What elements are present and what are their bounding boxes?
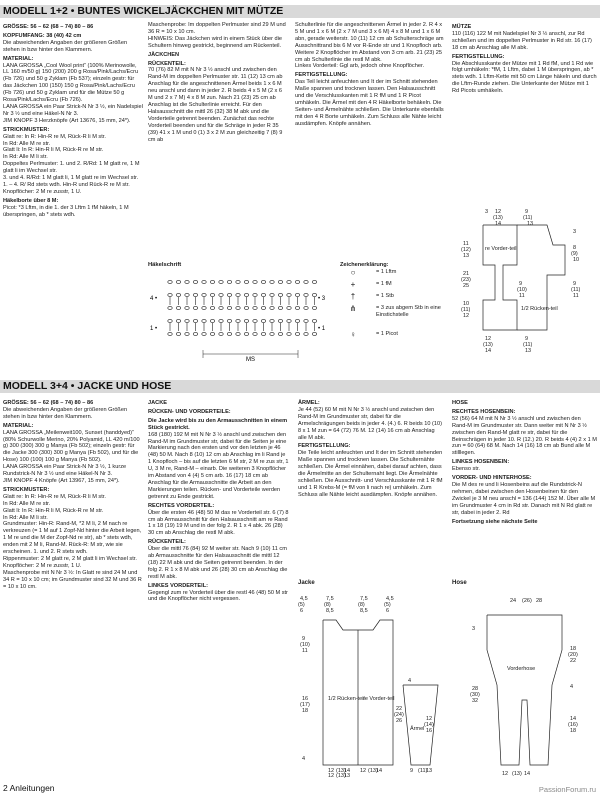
section-header-modell-3-4 bbox=[0, 380, 600, 393]
dimension-label: 12 bbox=[360, 768, 367, 774]
chain-stitch-mark bbox=[236, 333, 240, 336]
paragraph: Die M des re und li Hosenbeins auf die Rundstrick-N nehmen, dabei zwischen den Hosenbeinen für den Zwickel je 3 M neu anschl = 136 (144) 152 M. Über alle M im Grundmuster 4 cm in Rd str. Danach mit N Rd glatt re str, dabei in jeder 2. Rd bbox=[452, 481, 596, 516]
dimension-label: 4,5 bbox=[300, 596, 308, 602]
paragraph: In Rd: Alle M li str. bbox=[3, 514, 48, 521]
dimension-label: 12 bbox=[495, 209, 502, 215]
chain-stitch-mark bbox=[236, 281, 240, 284]
paragraph: Picot: *3 Lftm, in die 1. der 3 Lftm 1 fM häkeln, 1 M überspringen, ab * stets wdh. bbox=[3, 204, 129, 218]
paragraph: 70 (76) 82 M mit N Nr 3 ½ anschl und zwischen den Rand-M im doppelten Perlmuster str. 11 (12) 13 cm ab Anschlag für die angeschnittenen Ärmel beids 1 x 6 M neu anschl und dann in jeder 2. R beids 4 x 5 M (2 x 6 M und 2 x 7 M) 4 x 8 M zun. Nach 21 (23) 25 cm ab Anschlag ist die Schulterlinie erreicht. Für den Halsausschnitt die mittl 26 (32) 38 M abk und die Vorderteile getrennt beenden. Zunächst das rechte Vorderteil beenden und für die Schräge in jeder R 35 (39) 41 x 1 M und 0 (1) 3 x 2 M zun gleichzeitig 7 (8) 9 cm ab bbox=[148, 67, 283, 143]
legend-item bbox=[340, 269, 460, 281]
dimension-label: (5) bbox=[384, 602, 391, 608]
dimension-label: (14) bbox=[424, 722, 434, 728]
paragraph: LANA GROSSA „Cool Wool print“ (100% Merinowolle, LL 160 m/50 g) 150 (200) 200 g Rosa/Pink/Lachs/Ecru (Fb 726) und 50 g Zyklam (Fb 537); einzeln gestr: für das Jäckchen 100 (150) 150 g Rosa/Pink/Lachs/Ecru (Fb 726) und 50 g Zyklam und für die Mütze 50 g Rosa/Pink/Lachs/Ecru (Fb 726). bbox=[3, 62, 139, 104]
chart-mark-ms: MS bbox=[246, 357, 255, 362]
dimension-label: (13) bbox=[493, 215, 503, 221]
chain-stitch-mark bbox=[185, 281, 189, 284]
dimension-label: 9 bbox=[525, 209, 529, 215]
paragraph: Knopflöcher: 2 M re zusstr, 1 U. bbox=[3, 188, 82, 195]
chain-stitch-mark bbox=[278, 281, 282, 284]
dimension-label: (17) bbox=[300, 702, 310, 708]
paragraph: Schulterlinie für die angeschnittenen Ärmel in jeder 2. R 4 x 5 M und 1 x 6 M (2 x 7 M und 3 x 6 M) 4 x 8 M und 1 x 6 M abn, gerade weiterstr. 10 (11) 12 cm ab Schulterschräge am Ausschnittrand bis 6 M vor R-Ende str und 1 Knopfloch arb. Weitere 2 Knopflöcher im Abstand von 3 cm arb. 21 (23) 25 cm ab Schulterlinie die restl M abk. bbox=[295, 22, 444, 63]
dimension-label: 18 bbox=[302, 708, 309, 714]
paragraph: KOPFUMFANG: 38 (40) 42 cm bbox=[3, 32, 82, 39]
chain-stitch-mark bbox=[270, 333, 274, 336]
chain-stitch-mark bbox=[304, 320, 308, 323]
dimension-label: (13) bbox=[336, 768, 346, 774]
chain-stitch-mark bbox=[176, 307, 180, 310]
dimension-label: 1/2 Rücken-teil bbox=[521, 306, 558, 312]
dimension-label: 8,5 bbox=[360, 608, 368, 614]
dimension-label: 12 bbox=[502, 771, 509, 777]
dimension-label: 3 bbox=[485, 209, 489, 215]
dimension-label: (11) bbox=[461, 307, 471, 313]
dimension-label: 22 bbox=[570, 658, 577, 664]
dimension-label: 21 bbox=[463, 271, 470, 277]
legend-symbol-icon: ⋔ bbox=[349, 304, 357, 313]
paragraph: JACKE bbox=[148, 400, 167, 406]
dimension-label: 4 bbox=[408, 678, 412, 684]
instructions-column-3 bbox=[298, 398, 443, 499]
dimension-label: (11) bbox=[418, 768, 428, 774]
chain-stitch-mark bbox=[244, 320, 248, 323]
instructions-column-4 bbox=[452, 22, 597, 95]
chain-stitch-mark bbox=[168, 307, 172, 310]
dimension-label: 25 bbox=[463, 283, 470, 289]
chain-stitch-mark bbox=[244, 294, 248, 297]
paragraph: Grundmuster: Hin-R: Rand-M, *2 M li, 2 M nach re verkreuzen (= 1 M auf 1 Zopf-Nd hinter die Arbeit legen, 1 M re und die M der Zopf-Nd re str), ab * stets wdh, enden mit 2 M li, Rand-M. Rück-R: M str, wie sie erscheinen. 1. und 2. R stets wdh. bbox=[3, 521, 142, 556]
chain-stitch-mark bbox=[227, 333, 231, 336]
chain-stitch-mark bbox=[295, 333, 299, 336]
legend-symbol-icon: ○ bbox=[350, 268, 356, 277]
paragraph: ÄRMEL: bbox=[298, 400, 320, 406]
chain-stitch-mark bbox=[270, 307, 274, 310]
dimension-label: 14 bbox=[524, 771, 531, 777]
legend-symbol-icon: + bbox=[350, 280, 356, 289]
chain-stitch-mark bbox=[202, 294, 206, 297]
chain-stitch-mark bbox=[304, 333, 308, 336]
chart-mark-right: • 3 bbox=[318, 296, 326, 302]
dimension-label: 10 bbox=[463, 301, 470, 307]
chain-stitch-mark bbox=[287, 320, 291, 323]
paragraph: 3. und 4. R/Rd: 1 M glatt li, 1 M glatt re im Wechsel str. 1. – 4. R/ Rd stets wdh. Hin-R und Rück-R re M str. bbox=[3, 175, 139, 188]
hose-schematic bbox=[452, 590, 597, 780]
paragraph: Glatt li: In R: Hin-R li M, Rück-R re M str. bbox=[3, 147, 104, 154]
paragraph: Häkelborte über 8 M: bbox=[3, 197, 59, 204]
dimension-label: Ärmel bbox=[410, 726, 425, 732]
dimension-label: 8,5 bbox=[326, 608, 334, 614]
dimension-label: (23) bbox=[461, 277, 471, 283]
dimension-label: (11) bbox=[523, 342, 533, 348]
paragraph: FERTIGSTELLUNG: bbox=[295, 72, 348, 79]
dimension-label: 13 bbox=[463, 253, 470, 259]
paragraph: Die Jacke wird bis zu den Armausschnitten in einem Stück gestrickt. bbox=[148, 417, 288, 431]
dimension-label: (13) bbox=[368, 768, 378, 774]
paragraph: JÄCKCHEN bbox=[148, 51, 180, 58]
chain-stitch-mark bbox=[193, 307, 197, 310]
dimension-label: (13) bbox=[483, 342, 493, 348]
paragraph: Die Teile leicht anfeuchten und It der im Schnitt stehenden Maße spannen und trocknen lassen. Die Schulternähte schließen. Die Ärmel einnähen, dabei darauf achten, dass die Ärmelmitte an der Schulternaht liegt. Die Ärmelnähte schließen. Die Ausschnitt- und Verschlusskante mit 1 R fM und 1 R Krebs-M (= fM von li nach re) umhäkeln. Zum Schluss alle Nähte leicht ausdämpfen. Knöpfe annähen. bbox=[298, 450, 443, 498]
dimension-label: 8 bbox=[573, 245, 577, 251]
instructions-column-3 bbox=[295, 22, 445, 128]
chain-stitch-mark bbox=[287, 281, 291, 284]
dimension-label: 1/2 Rücken-teil bbox=[328, 696, 365, 702]
dimension-label: re Vorder-teil bbox=[363, 696, 395, 702]
chain-stitch-mark bbox=[185, 333, 189, 336]
chain-stitch-mark bbox=[219, 320, 223, 323]
chain-stitch-mark bbox=[261, 333, 265, 336]
chain-stitch-mark bbox=[202, 307, 206, 310]
dimension-label: 16 bbox=[302, 696, 309, 702]
paragraph: Rippenmuster: 2 M glatt re, 2 M glatt li im Wechsel str. bbox=[3, 555, 137, 562]
chain-stitch-mark bbox=[219, 307, 223, 310]
chain-stitch-mark bbox=[295, 294, 299, 297]
paragraph: Doppeltes Perlmuster: 1. und 2. R/Rd: 1 M glatt re, 1 M glatt li im Wechsel str. bbox=[3, 161, 140, 175]
chain-stitch-mark bbox=[176, 320, 180, 323]
dimension-label: 6 bbox=[300, 608, 304, 614]
chart-legend bbox=[340, 262, 460, 343]
paragraph: 52 (56) 64 M mit N Nr 3 ½ anschl und zwischen den Rand-M im Grundmuster str. Dann weiter mit N Nr 3 ½ zwischen den Rand-M glatt re str, dabei für die Beinschrägen in jeder 10. R (12.) 20. R beids 4 (4) 2 x 1 M zun = 60 (64) 68 M. Nach 14 (16) 18 cm ab Bund alle M stilllegen. bbox=[452, 415, 597, 457]
instructions-column-1 bbox=[3, 22, 143, 218]
dimension-label: 7,5 bbox=[360, 596, 368, 602]
dimension-label: (12) bbox=[461, 247, 471, 253]
dimension-label: 12 bbox=[328, 773, 335, 779]
chain-stitch-mark bbox=[312, 320, 316, 323]
instructions-column-2 bbox=[148, 398, 290, 603]
paragraph: RÜCKENTEIL: bbox=[148, 60, 186, 67]
dimension-label: 26 bbox=[396, 718, 403, 724]
paragraph: RECHTES HOSENBEIN: bbox=[452, 408, 516, 415]
chain-stitch-mark bbox=[270, 294, 274, 297]
dimension-label: (20) bbox=[568, 652, 578, 658]
instructions-column-1 bbox=[3, 398, 143, 590]
chain-stitch-mark bbox=[295, 281, 299, 284]
paragraph: In Rd: Alle M li str. bbox=[3, 154, 48, 161]
jacke-schematic bbox=[298, 590, 448, 780]
dimension-label: 9 bbox=[573, 281, 577, 287]
chain-stitch-mark bbox=[219, 281, 223, 284]
chain-stitch-mark bbox=[176, 281, 180, 284]
paragraph: RÜCKEN- UND VORDERTEILE: bbox=[148, 408, 231, 415]
chain-stitch-mark bbox=[253, 294, 257, 297]
paragraph: JIM KNOPF 4 Knöpfe (Art 13967, 15 mm, 24*). bbox=[3, 477, 120, 484]
paragraph: In Rd: Alle M re str. bbox=[3, 140, 51, 147]
dimension-label: 11 bbox=[519, 293, 525, 299]
chain-stitch-mark bbox=[176, 294, 180, 297]
chain-stitch-mark bbox=[185, 294, 189, 297]
dimension-label: 7,5 bbox=[326, 596, 334, 602]
chain-stitch-mark bbox=[295, 307, 299, 310]
paragraph: Maschenprobe: Im doppelten Perlmuster sind 29 M und 36 R = 10 x 10 cm. bbox=[148, 22, 286, 35]
chain-stitch-mark bbox=[210, 333, 214, 336]
dimension-label: 12 bbox=[485, 336, 492, 342]
legend-label: = 1 fM bbox=[376, 281, 392, 287]
dimension-label: 11 bbox=[302, 648, 308, 654]
chain-stitch-mark bbox=[168, 281, 172, 284]
chain-stitch-mark bbox=[261, 281, 265, 284]
crochet-chart bbox=[148, 270, 338, 362]
chain-stitch-mark bbox=[304, 281, 308, 284]
chain-stitch-mark bbox=[253, 307, 257, 310]
chain-stitch-mark bbox=[210, 294, 214, 297]
dimension-label: (8) bbox=[324, 602, 331, 608]
dimension-label: 13 bbox=[525, 348, 532, 354]
paragraph: Maschenprobe mit N Nr 3 ½: In Glatt re sind 24 M und 34 R = 10 x 10 cm; im Grundmuster sind 32 M und 36 R = 10 x 10 cm. bbox=[3, 569, 142, 590]
paragraph: FERTIGSTELLUNG: bbox=[452, 53, 505, 60]
dimension-label: 14 bbox=[485, 348, 492, 354]
paragraph: RÜCKENTEIL: bbox=[148, 539, 186, 546]
chain-stitch-mark bbox=[295, 320, 299, 323]
dimension-label: (13) bbox=[336, 773, 346, 779]
paragraph: HINWEIS: Das Jäckchen wird in einem Stück über die Schultern hinweg gestrickt, beginnend am Rückenteil. bbox=[148, 35, 282, 49]
chain-stitch-mark bbox=[253, 333, 257, 336]
chain-stitch-mark bbox=[270, 281, 274, 284]
paragraph: 110 (116) 122 M mit Nadelspiel Nr 3 ½ anschl, zur Rd schließen und im doppelten Perlmuster in Rd str. 16 (17) 18 cm ab Anschlag alle M abk. bbox=[452, 30, 592, 51]
legend-label: = 1 Stb bbox=[376, 293, 394, 299]
legend-label: = 3 zus abgem Stb in eine Einstichstelle bbox=[376, 305, 441, 318]
paragraph: Linkes Vorderteil: Ggl arb, jedoch ohne Knopflöcher. bbox=[295, 63, 425, 70]
paragraph: MATERIAL: bbox=[3, 55, 34, 62]
chain-stitch-mark bbox=[210, 307, 214, 310]
legend-label: = 1 Lftm bbox=[376, 269, 397, 275]
dimension-label: 14 bbox=[570, 716, 577, 722]
paragraph: RECHTES VORDERTEIL: bbox=[148, 502, 215, 509]
paragraph: Über die mittl 76 (84) 92 M weiter str. Nach 9 (10) 11 cm ab Armausschnitte für den Halsausschnitt die mittl 12 (18) 22 M abk und die Seiten getrennt beenden. In der folg 2. R 1 x 8 M abk und 26 (28) 30 cm ab Anschlag die restl M abk. bbox=[148, 546, 288, 580]
chain-stitch-mark bbox=[312, 333, 316, 336]
paragraph: LINKES VORDERTEIL: bbox=[148, 582, 208, 589]
dimension-label: 32 bbox=[472, 698, 479, 704]
chain-stitch-mark bbox=[236, 320, 240, 323]
legend-label: = 1 Picot bbox=[376, 331, 398, 337]
paragraph: Fortsetzung siehe nächste Seite bbox=[452, 518, 538, 525]
paragraph: Ebenso str. bbox=[452, 466, 480, 473]
dimension-label: 11 bbox=[463, 241, 469, 247]
dimension-label: 9 bbox=[525, 336, 529, 342]
chain-stitch-mark bbox=[261, 294, 265, 297]
dimension-label: (16) bbox=[568, 722, 578, 728]
dimension-label: 9 bbox=[410, 768, 414, 774]
chain-stitch-mark bbox=[227, 307, 231, 310]
chain-stitch-mark bbox=[278, 307, 282, 310]
footer-label: Anleitungen bbox=[9, 783, 55, 793]
dimension-label: 13 bbox=[527, 221, 534, 227]
dimension-label: re Vorder-teil bbox=[485, 246, 517, 252]
dimension-label: 11 bbox=[573, 293, 579, 299]
chain-stitch-mark bbox=[168, 333, 172, 336]
dimension-label: 9 bbox=[519, 281, 523, 287]
chain-stitch-mark bbox=[253, 281, 257, 284]
chain-stitch-mark bbox=[202, 281, 206, 284]
chain-stitch-mark bbox=[193, 320, 197, 323]
chain-stitch-mark bbox=[253, 320, 257, 323]
chain-stitch-mark bbox=[287, 307, 291, 310]
legend-title: Zeichenerklärung: bbox=[340, 262, 389, 268]
paragraph: Die abweichenden Angaben der größeren Größen stehen in bzw hinter den Klammern. bbox=[3, 406, 128, 420]
dimension-label: 14 bbox=[376, 768, 383, 774]
chain-stitch-mark bbox=[244, 333, 248, 336]
instructions-column-4 bbox=[452, 398, 597, 525]
chain-stitch-mark bbox=[176, 333, 180, 336]
chain-stitch-mark bbox=[278, 320, 282, 323]
paragraph: Die abweichenden Angaben der größeren Größen stehen in bzw hinter den Klammern. bbox=[3, 39, 128, 53]
chart-mark-right2: • 1 bbox=[318, 326, 326, 332]
paragraph: JIM KNOPF 3 Herzknöpfe (Art 13676, 15 mm, 24*). bbox=[3, 117, 131, 124]
legend-symbol-icon: † bbox=[350, 292, 356, 301]
dimension-label: 4 bbox=[302, 756, 306, 762]
legend-item bbox=[340, 331, 460, 343]
section-title: MODELL 3+4 • JACKE UND HOSE bbox=[3, 380, 172, 392]
chain-stitch-mark bbox=[185, 320, 189, 323]
chain-stitch-mark bbox=[193, 294, 197, 297]
chain-stitch-mark bbox=[185, 307, 189, 310]
chain-stitch-mark bbox=[244, 307, 248, 310]
paragraph: Je 44 (52) 60 M mit N Nr 3 ½ anschl und zwischen den Rand-M im Grundmuster str, dabei für die Armelschrägungen beids in jeder 4. (4.) 6. R beids 10 (10) 8 x 1 M zun = 64 (72) 76 M. 12 (14) 16 cm ab Anschlag alle M abk. bbox=[298, 406, 442, 441]
paragraph: MATERIAL: bbox=[3, 422, 34, 429]
chain-stitch-mark bbox=[193, 281, 197, 284]
section-header-modell-1-2 bbox=[0, 5, 600, 18]
chain-stitch-mark bbox=[202, 333, 206, 336]
chain-stitch-mark bbox=[219, 333, 223, 336]
dimension-label: 6 bbox=[386, 608, 390, 614]
chart-title: Häkelschrift bbox=[148, 262, 182, 268]
legend-item bbox=[340, 281, 460, 293]
paragraph: VORDER- UND HINTERHOSE: bbox=[452, 475, 532, 482]
dimension-label: (9) bbox=[571, 251, 578, 257]
paragraph: HOSE bbox=[452, 400, 468, 406]
chain-stitch-mark bbox=[270, 320, 274, 323]
dimension-label: 3 bbox=[573, 229, 577, 235]
dimension-label: 24 bbox=[510, 598, 517, 604]
dimension-label: 12 bbox=[328, 768, 335, 774]
chain-stitch-mark bbox=[304, 307, 308, 310]
paragraph: FERTIGSTELLUNG: bbox=[298, 443, 351, 450]
dimension-label: 10 bbox=[573, 257, 580, 263]
paragraph: Das Teil leicht anfeuchten und It der im Schnitt stehenden Maße spannen und trocknen lassen. Den Halsausschnitt und die Verschlusskanten mit 1 R fM und 1 R Picot umhäkeln. Die Ärmel mit den 4 R Häkelborte behäkeln. Die Seiten- und Ärmelnähte schließen. Die Unterkante ebenfalls mit den 4 R Borte umhäkeln. Zum Schluss alle Nähte leicht ausdämpfen. Knöpfe annähen. bbox=[295, 79, 444, 127]
dimension-label: (5) bbox=[298, 602, 305, 608]
paragraph: Die Abschlusskante der Mütze mit 1 Rd fM, und 1 Rd wie folgt umhäkeln: *fM, 1 Lftm, dabei 1 M überspringen, ab * stets wdh. 1 Lftm-Kette mit 50 cm Länge häkeln und durch die Lftm-Runde ziehen. Die Unterkante der Mütze mit 1 Rd Picots umhäkeln. bbox=[452, 60, 597, 95]
paragraph: LINKES HOSENBEIN: bbox=[452, 459, 510, 466]
dimension-label: 14 bbox=[495, 221, 502, 227]
chain-stitch-mark bbox=[227, 294, 231, 297]
chain-stitch-mark bbox=[236, 294, 240, 297]
page-number: 2 bbox=[3, 783, 8, 793]
dimension-label: (30) bbox=[470, 692, 480, 698]
dimension-label: 12 bbox=[426, 716, 433, 722]
jacke-label: Jacke bbox=[298, 580, 315, 586]
chain-stitch-mark bbox=[304, 294, 308, 297]
chain-stitch-mark bbox=[278, 294, 282, 297]
section-title: MODELL 1+2 • BUNTES WICKELJÄCKCHEN MIT MÜTZE bbox=[3, 5, 284, 17]
instructions-column-2 bbox=[148, 22, 288, 143]
paragraph: Glatt re: In R: Hin-R re M, Rück-R li M str. bbox=[3, 133, 106, 140]
dimension-label: 9 bbox=[302, 636, 306, 642]
paragraph: MÜTZE bbox=[452, 24, 472, 30]
chain-stitch-mark bbox=[219, 294, 223, 297]
hose-label: Hose bbox=[452, 580, 467, 586]
chain-stitch-mark bbox=[210, 281, 214, 284]
paragraph: Gegengl zum re Vorderteil über die restl 46 (48) 50 M str und die Knopflöcher nicht vergessen. bbox=[148, 589, 288, 603]
chain-stitch-mark bbox=[168, 294, 172, 297]
paragraph: Knopflöcher: 2 M re zusstr, 1 U. bbox=[3, 562, 82, 569]
watermark: PassionForum.ru bbox=[538, 785, 596, 794]
dimension-label: 28 bbox=[472, 686, 479, 692]
paragraph: LANA GROSSA „Meilenweit100, Sunset (handdyed)“ (80% Schurwolle Merino, 20% Polyamid, LL 420 m/100 g) 300 (300) 300 g Manya (Fb 502); einzeln gestr: für die Jacke 300 (300) 300 g Manya (Fb 502), und für die Hose) 100 (100) 100 g Manya (Fb 502). bbox=[3, 429, 140, 464]
legend-item bbox=[340, 293, 460, 305]
dimension-label: (26) bbox=[522, 598, 532, 604]
paragraph: GRÖSSE: 56 – 62 (68 – 74) 80 – 86 bbox=[3, 400, 94, 406]
dimension-label: 16 bbox=[426, 728, 433, 734]
paragraph: Glatt re: In R: Hin-R re M, Rück-R li M str. bbox=[3, 493, 106, 500]
dimension-label: (13) bbox=[512, 771, 522, 777]
legend-symbol-icon: ♀ bbox=[350, 330, 356, 339]
dimension-label: 28 bbox=[536, 598, 543, 604]
paragraph: STRICKMUSTER: bbox=[3, 126, 50, 133]
jacket-schematic bbox=[455, 205, 595, 355]
paragraph: Glatt li: In R: Hin-R li M, Rück-R re M str. bbox=[3, 507, 104, 514]
dimension-label: (11) bbox=[571, 287, 581, 293]
chain-stitch-mark bbox=[312, 294, 316, 297]
paragraph: LANA GROSSA ein Paar Strick-N Nr 3 ½, 1 kurze Rundstrick-N Nr 3 ½ und eine Häkel-N Nr 3. bbox=[3, 464, 127, 478]
chart-mark-left2: 1 • bbox=[150, 326, 158, 332]
dimension-label: 12 bbox=[463, 313, 470, 319]
chain-stitch-mark bbox=[312, 281, 316, 284]
chain-stitch-mark bbox=[227, 281, 231, 284]
dimension-label: (24) bbox=[394, 712, 404, 718]
dimension-label: 13 bbox=[344, 773, 351, 779]
chart-mark-left: 4 • bbox=[150, 296, 158, 302]
paragraph: In Rd: Alle M re str. bbox=[3, 500, 51, 507]
paragraph: GRÖSSE: 56 – 62 (68 – 74) 80 – 86 bbox=[3, 24, 94, 30]
paragraph: Über die ersten 46 (48) 50 M das re Vorderteil str. 6 (7) 8 cm ab Armausschnitt für den Halsausschnitt am re Rand 1 x 18 (19) 19 M und in der folg 2. R 1 x 4 abk. 26 (28) 30 cm ab Anschlag die restl M abk. bbox=[148, 509, 289, 537]
dimension-label: (8) bbox=[358, 602, 365, 608]
paragraph: LANA GROSSA ein Paar Strick-N Nr 3 ½, ein Nadelspiel Nr 3 ½ und eine Häkel-N Nr 3. bbox=[3, 103, 143, 117]
chain-stitch-mark bbox=[287, 333, 291, 336]
chain-stitch-mark bbox=[202, 320, 206, 323]
chain-stitch-mark bbox=[261, 320, 265, 323]
page-footer bbox=[3, 783, 55, 793]
chain-stitch-mark bbox=[278, 333, 282, 336]
chain-stitch-mark bbox=[312, 307, 316, 310]
legend-item bbox=[340, 305, 460, 331]
dimension-label: (10) bbox=[300, 642, 310, 648]
chain-stitch-mark bbox=[236, 307, 240, 310]
paragraph: STRICKMUSTER: bbox=[3, 486, 50, 493]
paragraph: 168 (180) 192 M mit N Nr 3 ½ anschl und zwischen den Rand-M im Grundmuster str, dabei für die Seiten je eine Markierung nach den ersten und vor den letzten je 46 (48) 50 M. Nach 8 (10) 12 cm ab Anschlag im li Rand je 1 Knopfloch – bis auf die letzten 6 M str, 2 M re zus str, 1 U, 3 M re, Rand-M – einarb. Die weiteren 3 Knopflöcher im Abstand von 4 (4) 5 cm arb. 16 (17) 18 cm ab Anschlag für die Armausschnitte die Arbeit an den Markierungen teilen. Rücken- und Vorderteile werden getrennt zu Ende gestrickt. bbox=[148, 431, 289, 500]
chain-stitch-mark bbox=[168, 320, 172, 323]
chain-stitch-mark bbox=[227, 320, 231, 323]
dimension-label: Vorderhose bbox=[507, 666, 536, 672]
dimension-label: 4 bbox=[570, 684, 574, 690]
chain-stitch-mark bbox=[287, 294, 291, 297]
dimension-label: 18 bbox=[570, 728, 577, 734]
dimension-label: 4,5 bbox=[386, 596, 394, 602]
chain-stitch-mark bbox=[261, 307, 265, 310]
dimension-label: 14 bbox=[344, 768, 351, 774]
dimension-label: 13 bbox=[426, 768, 433, 774]
dimension-label: (10) bbox=[517, 287, 527, 293]
dimension-label: 18 bbox=[570, 646, 577, 652]
dimension-label: (11) bbox=[523, 215, 533, 221]
chain-stitch-mark bbox=[210, 320, 214, 323]
chain-stitch-mark bbox=[244, 281, 248, 284]
chain-stitch-mark bbox=[193, 333, 197, 336]
dimension-label: 3 bbox=[472, 626, 476, 632]
dimension-label: 22 bbox=[396, 706, 403, 712]
